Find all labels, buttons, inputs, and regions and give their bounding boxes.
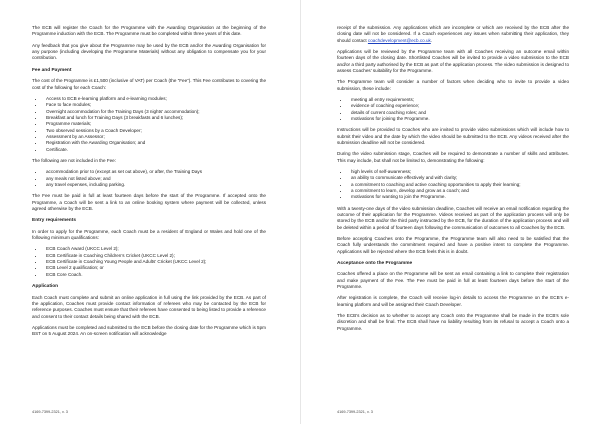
list-item: • motivations for wanting to join the Programme. <box>349 194 569 200</box>
entry-paragraph: In order to apply for the Programme, each Coach must be a resident of England or Wales and hold one of the following minimum qualifications: <box>32 228 266 241</box>
registration-paragraph: The ECB will register the Coach for the Programme with the Awarding Organisation at the beginning of the Programme induction with the ECB. The Programme must be completed within three years of this date. <box>32 25 266 37</box>
acceptance-paragraph: Coaches offered a place on the Programme will be sent an email containing a link to complete their registration and make payment of the Fee. The Fee must be paid in full at least fourteen days before the start of the Programme. <box>337 271 569 290</box>
list-item: • an ability to communicate effectively and with clarity; <box>349 175 569 181</box>
right-page-content <box>337 25 569 337</box>
fee-inclusions-list <box>32 96 266 153</box>
list-item: • Programme materials; <box>44 121 266 127</box>
review-paragraph: Applications will be reviewed by the Programme team with all Coaches receiving an outcome email within fourteen days of the closing date. Shortlisted Coaches will be invited to provide a video submission to the ECB and/or a third party authorised by the ECB as part of the application process. The video submission is designed to assess Coaches' suitability for the Programme. <box>337 48 569 73</box>
right-page <box>300 0 591 424</box>
list-item: • Two observed sessions by a Coach Developer; <box>44 128 266 134</box>
list-item: • ECB Coach Award (UKCC Level 2); <box>44 246 266 252</box>
list-item: • details of current coaching roles; and <box>349 110 569 116</box>
qualifications-list <box>32 246 266 278</box>
payment-paragraph: The Fee must be paid in full at least fourteen days before the start of the Programme. If accepted onto the Programme, a Coach will be sent a link to an online booking system where payment will be collected, unless agreed otherwise by the ECB. <box>32 193 266 211</box>
fee-heading: Fee and Payment <box>32 67 72 73</box>
list-item: • Certificate. <box>44 147 266 153</box>
left-page-content <box>32 25 266 343</box>
list-item: • any meals not listed above; and <box>44 176 266 182</box>
list-item: • evidence of coaching experience; <box>349 103 569 109</box>
application-heading: Application <box>32 284 59 290</box>
contact-email-link[interactable]: coachdevelopment@ecb.co.uk <box>367 37 431 43</box>
list-item: • accommodation prior to (except as set out above), or after, the Training Days <box>44 169 266 175</box>
list-item: • Assessment by an Assessor; <box>44 134 266 140</box>
not-included-paragraph: The following are not included in the Fee: <box>32 157 117 163</box>
application-paragraph: Each Coach must complete and submit an online application in full using the link provided by the ECB. As part of the application, Coaches must provide contact information of referees who may be contacted by the ECB for reference purposes. Coaches must ensure that their referees have consented to being listed to provide a reference and consent to their contact details being shared with the ECB. <box>32 294 266 319</box>
list-item: • Breakfast and lunch for Training Days (3 breakfasts and 6 lunches); <box>44 115 266 121</box>
list-item: • high levels of self-awareness; <box>349 169 569 175</box>
page-footer: 4169-7399-2321, v. 3 <box>32 410 68 414</box>
not-included-list <box>32 169 266 188</box>
list-item: • ECB Certificate in Coaching Children’s Cricket (UKCC Level 2); <box>44 253 266 259</box>
list-item: • Registration with the Awarding Organisation; and <box>44 140 266 146</box>
list-item: • motivations for joining the Programme. <box>349 116 569 122</box>
skills-list <box>337 169 569 201</box>
instructions-paragraph: Instructions will be provided to Coaches who are invited to provide video submissions which will include how to submit their video and the date by which the video should be submitted to the ECB. Any videos received after the submission deadline will not be considered. <box>337 127 569 145</box>
list-item: • a commitment to coaching and active coaching opportunities to apply their learning; <box>349 182 569 188</box>
receipt-text: receipt of the submission. Any applications which are incomplete or which are received by the ECB after the closing date will not be considered. If a Coach experiences any issues when submitting their application, they should contact <box>337 25 569 43</box>
login-paragraph: After registration is complete, the Coach will receive log-in details to access the Programme on the ECB’s e-learning platform and will be assigned their Coach Developer. <box>337 295 569 307</box>
fee-paragraph: The cost of the Programme is £1,500 (inclusive of VAT) per Coach (the “Fee”). This Fee contributes to covering the cost of the following for each Coach: <box>32 78 266 90</box>
decision-paragraph: The ECB’s decision as to whether to accept any Coach onto the Programme shall be made in the ECB’s sole discretion and shall be final. The ECB shall have no liability resulting from its refusal to accept a Coach onto a Programme. <box>337 313 569 331</box>
acceptance-heading: Acceptance onto the Programme <box>337 260 413 266</box>
commitment-paragraph: Before accepting Coaches onto the Programme, the Programme team will also need to be satisfied that the Coach fully understands the commitment required and have a positive intent to complete the Programme. Applications will be rejected where the ECB feels this is in doubt. <box>337 235 569 254</box>
page-footer: 4169-7399-2321, v. 3 <box>337 410 373 414</box>
feedback-paragraph: Any feedback that you give about the Programme may be used by the ECB and/or the Awarding Organisation for any purpose (including developing the Programme Materials) without any obligation to compensate you for your contribution. <box>32 42 266 61</box>
entry-requirements-heading: Entry requirements <box>32 218 76 224</box>
list-item: • ECB Core Coach. <box>44 272 266 278</box>
receipt-paragraph <box>337 25 569 44</box>
list-item: • Access to ECB e-learning platform and e-learning modules; <box>44 96 266 102</box>
left-page <box>0 0 290 424</box>
list-item: • ECB Level 2 qualification; or <box>44 265 266 271</box>
list-item: • meeting all entry requirements; <box>349 97 569 103</box>
skills-paragraph: During the video submission stage, Coaches will be required to demonstrate a number of skills and attributes. This may include, but shall not be limited to, demonstrating the following: <box>337 151 569 163</box>
list-item: • Overnight accommodation for the Training Days (3 nights' accommodation); <box>44 109 266 115</box>
receipt-text-end: . <box>430 37 433 43</box>
outcome-paragraph: With a twenty-one days of the video submission deadline, Coaches will receive an email notification regarding the outcome of their application for the Programme. Videos received as part of the application process will only be stored by the ECB and/or the third party instructed by the ECB, for the duration of the application process and will be deleted within a period of fourteen days following the communication of outcomes to all Coaches by the ECB. <box>337 205 569 230</box>
factors-list <box>337 97 569 122</box>
list-item: • a commitment to learn, develop and grow as a coach; and <box>349 188 569 194</box>
closing-date-paragraph: Applications must be completed and submitted to the ECB before the closing date for the Programme which is 5pm BST on 5 August 2024. An on-screen notification will acknowledge <box>32 324 266 337</box>
factors-paragraph: The Programme team will consider a number of factors when deciding who to invite to provide a video submission, these include: <box>337 79 569 91</box>
list-item: • Face to face modules; <box>44 102 266 108</box>
list-item: • ECB Certificate in Coaching Young People and Adults’ Cricket (UKCC Level 2); <box>44 259 266 265</box>
list-item: • any travel expenses, including parking. <box>44 182 266 188</box>
